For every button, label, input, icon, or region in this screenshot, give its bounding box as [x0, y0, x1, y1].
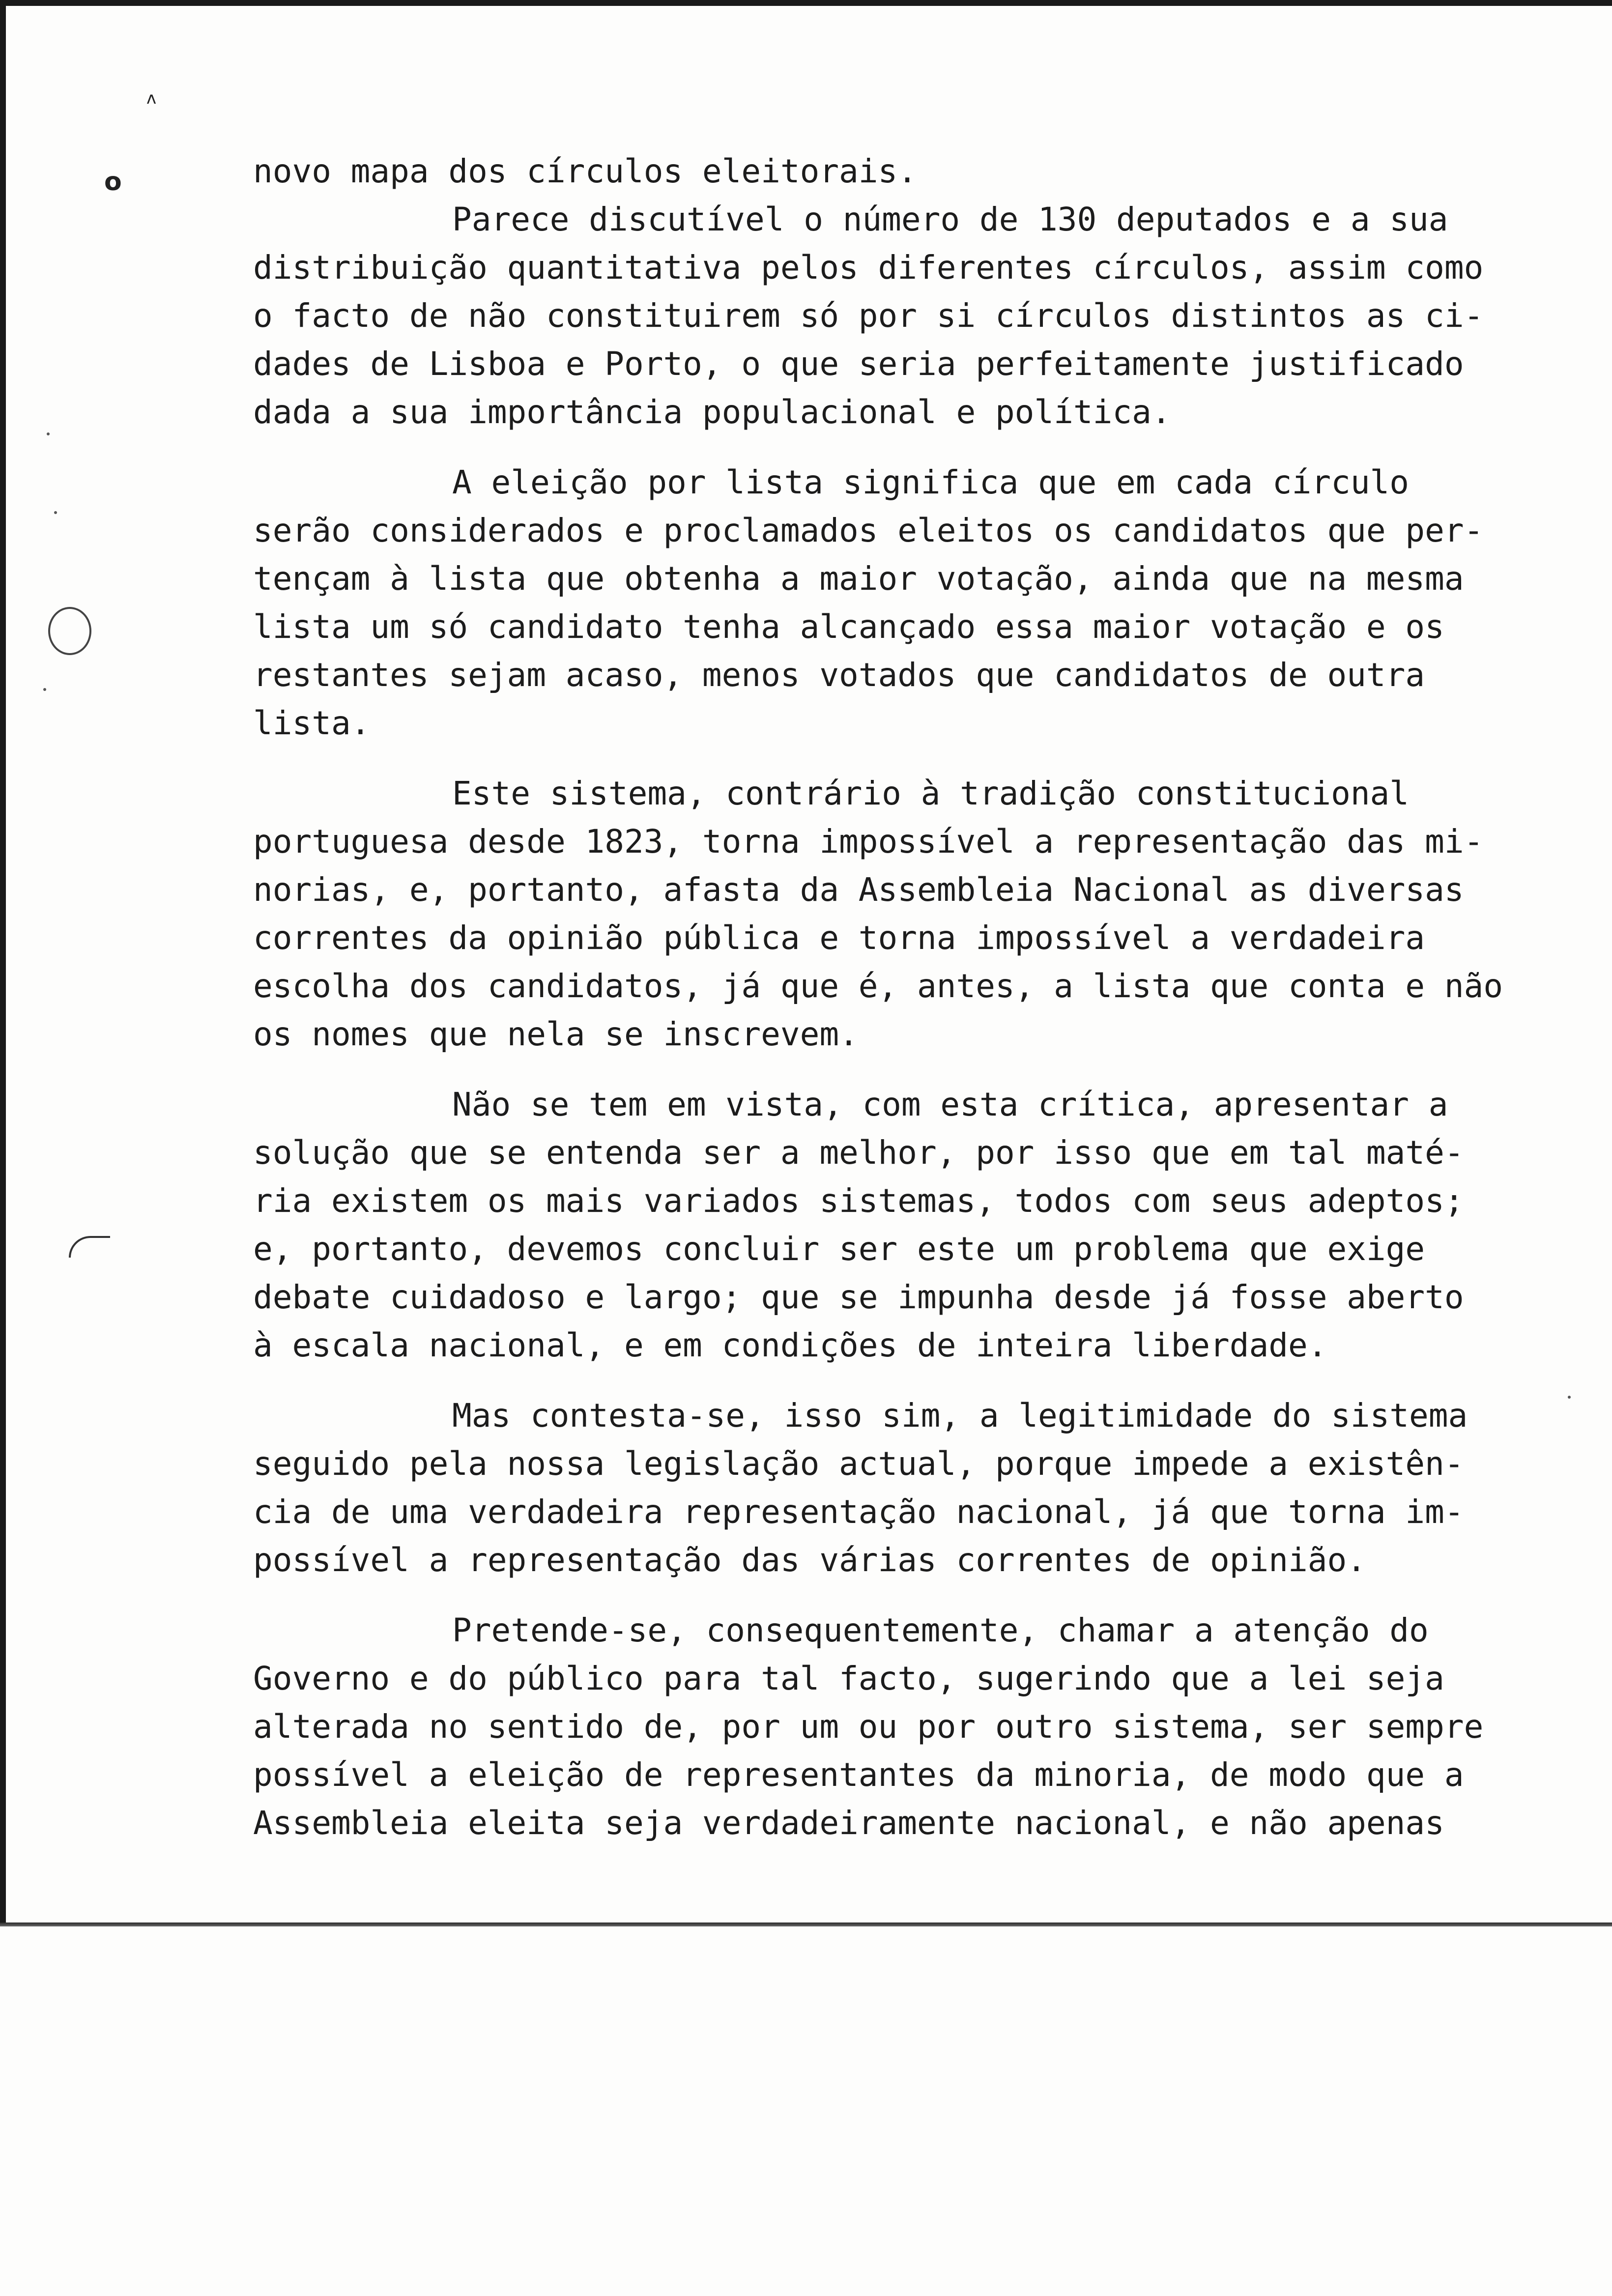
text-line: e, portanto, devemos concluir ser este um problema que exige [253, 1230, 1425, 1268]
text-line: solução que se entenda ser a melhor, por isso que em tal maté- [253, 1134, 1464, 1172]
text-line: Assembleia eleita seja verdadeiramente nacional, e não apenas [253, 1804, 1444, 1842]
typed-body-text [253, 147, 1580, 1847]
paragraph-first-line: A eleição por lista significa que em cada círculo [452, 463, 1410, 501]
page-left-border [0, 0, 6, 1926]
text-line: dada a sua importância populacional e política. [253, 393, 1171, 431]
page-bottom-edge [0, 1923, 1612, 1926]
text-line: correntes da opinião pública e torna impossível a verdadeira [253, 919, 1425, 957]
paragraph-first-line: Parece discutível o número de 130 deputados e a sua [452, 201, 1448, 238]
text-line: alterada no sentido de, por um ou por outro sistema, ser sempre [253, 1708, 1484, 1746]
text-line: cia de uma verdadeira representação nacional, já que torna im- [253, 1493, 1464, 1531]
punch-hole-arc-mark [69, 1236, 110, 1258]
text-line: lista. [253, 704, 371, 742]
text-line: possível a eleição de representantes da minoria, de modo que a [253, 1756, 1464, 1794]
text-line: ria existem os mais variados sistemas, todos com seus adeptos; [253, 1182, 1464, 1220]
margin-speck [43, 688, 46, 691]
text-line: possível a representação das várias correntes de opinião. [253, 1541, 1366, 1579]
text-line: Governo e do público para tal facto, sugerindo que a lei seja [253, 1660, 1444, 1697]
text-line: dades de Lisboa e Porto, o que seria perfeitamente justificado [253, 345, 1464, 383]
text-line: distribuição quantitativa pelos diferentes círculos, assim como [253, 249, 1484, 287]
margin-speck [54, 511, 57, 514]
paragraph-first-line: Este sistema, contrário à tradição constitucional [452, 775, 1410, 812]
text-line: debate cuidadoso e largo; que se impunha desde já fosse aberto [253, 1278, 1464, 1316]
text-line: escolha dos candidatos, já que é, antes, a lista que conta e não [253, 967, 1503, 1005]
corner-tick-mark: ʌ [146, 88, 157, 108]
margin-speck [47, 432, 50, 435]
text-line: novo mapa dos círculos eleitorais. [253, 152, 918, 190]
paragraph-first-line: Mas contesta-se, isso sim, a legitimidade do sistema [452, 1397, 1468, 1435]
punch-hole-mark [48, 607, 91, 655]
text-line: seguido pela nossa legislação actual, porque impede a existên- [253, 1445, 1464, 1483]
text-line: restantes sejam acaso, menos votados que candidatos de outra [253, 656, 1425, 694]
text-line: tençam à lista que obtenha a maior votação, ainda que na mesma [253, 560, 1464, 598]
text-line: lista um só candidato tenha alcançado essa maior votação e os [253, 608, 1444, 646]
text-line: os nomes que nela se inscrevem. [253, 1015, 859, 1053]
text-line: norias, e, portanto, afasta da Assembleia Nacional as diversas [253, 871, 1464, 909]
paragraph-first-line: Não se tem em vista, com esta crítica, apresentar a [452, 1086, 1448, 1123]
page-top-border [0, 0, 1612, 6]
text-line: portuguesa desde 1823, torna impossível a representação das mi- [253, 823, 1484, 861]
text-line: à escala nacional, e em condições de inteira liberdade. [253, 1326, 1327, 1364]
text-line: o facto de não constituirem só por si círculos distintos as ci- [253, 297, 1484, 335]
text-line: serão considerados e proclamados eleitos os candidatos que per- [253, 512, 1484, 549]
paragraph-first-line: Pretende-se, consequentemente, chamar a atenção do [452, 1611, 1429, 1649]
margin-dot-mark: o [104, 167, 122, 197]
